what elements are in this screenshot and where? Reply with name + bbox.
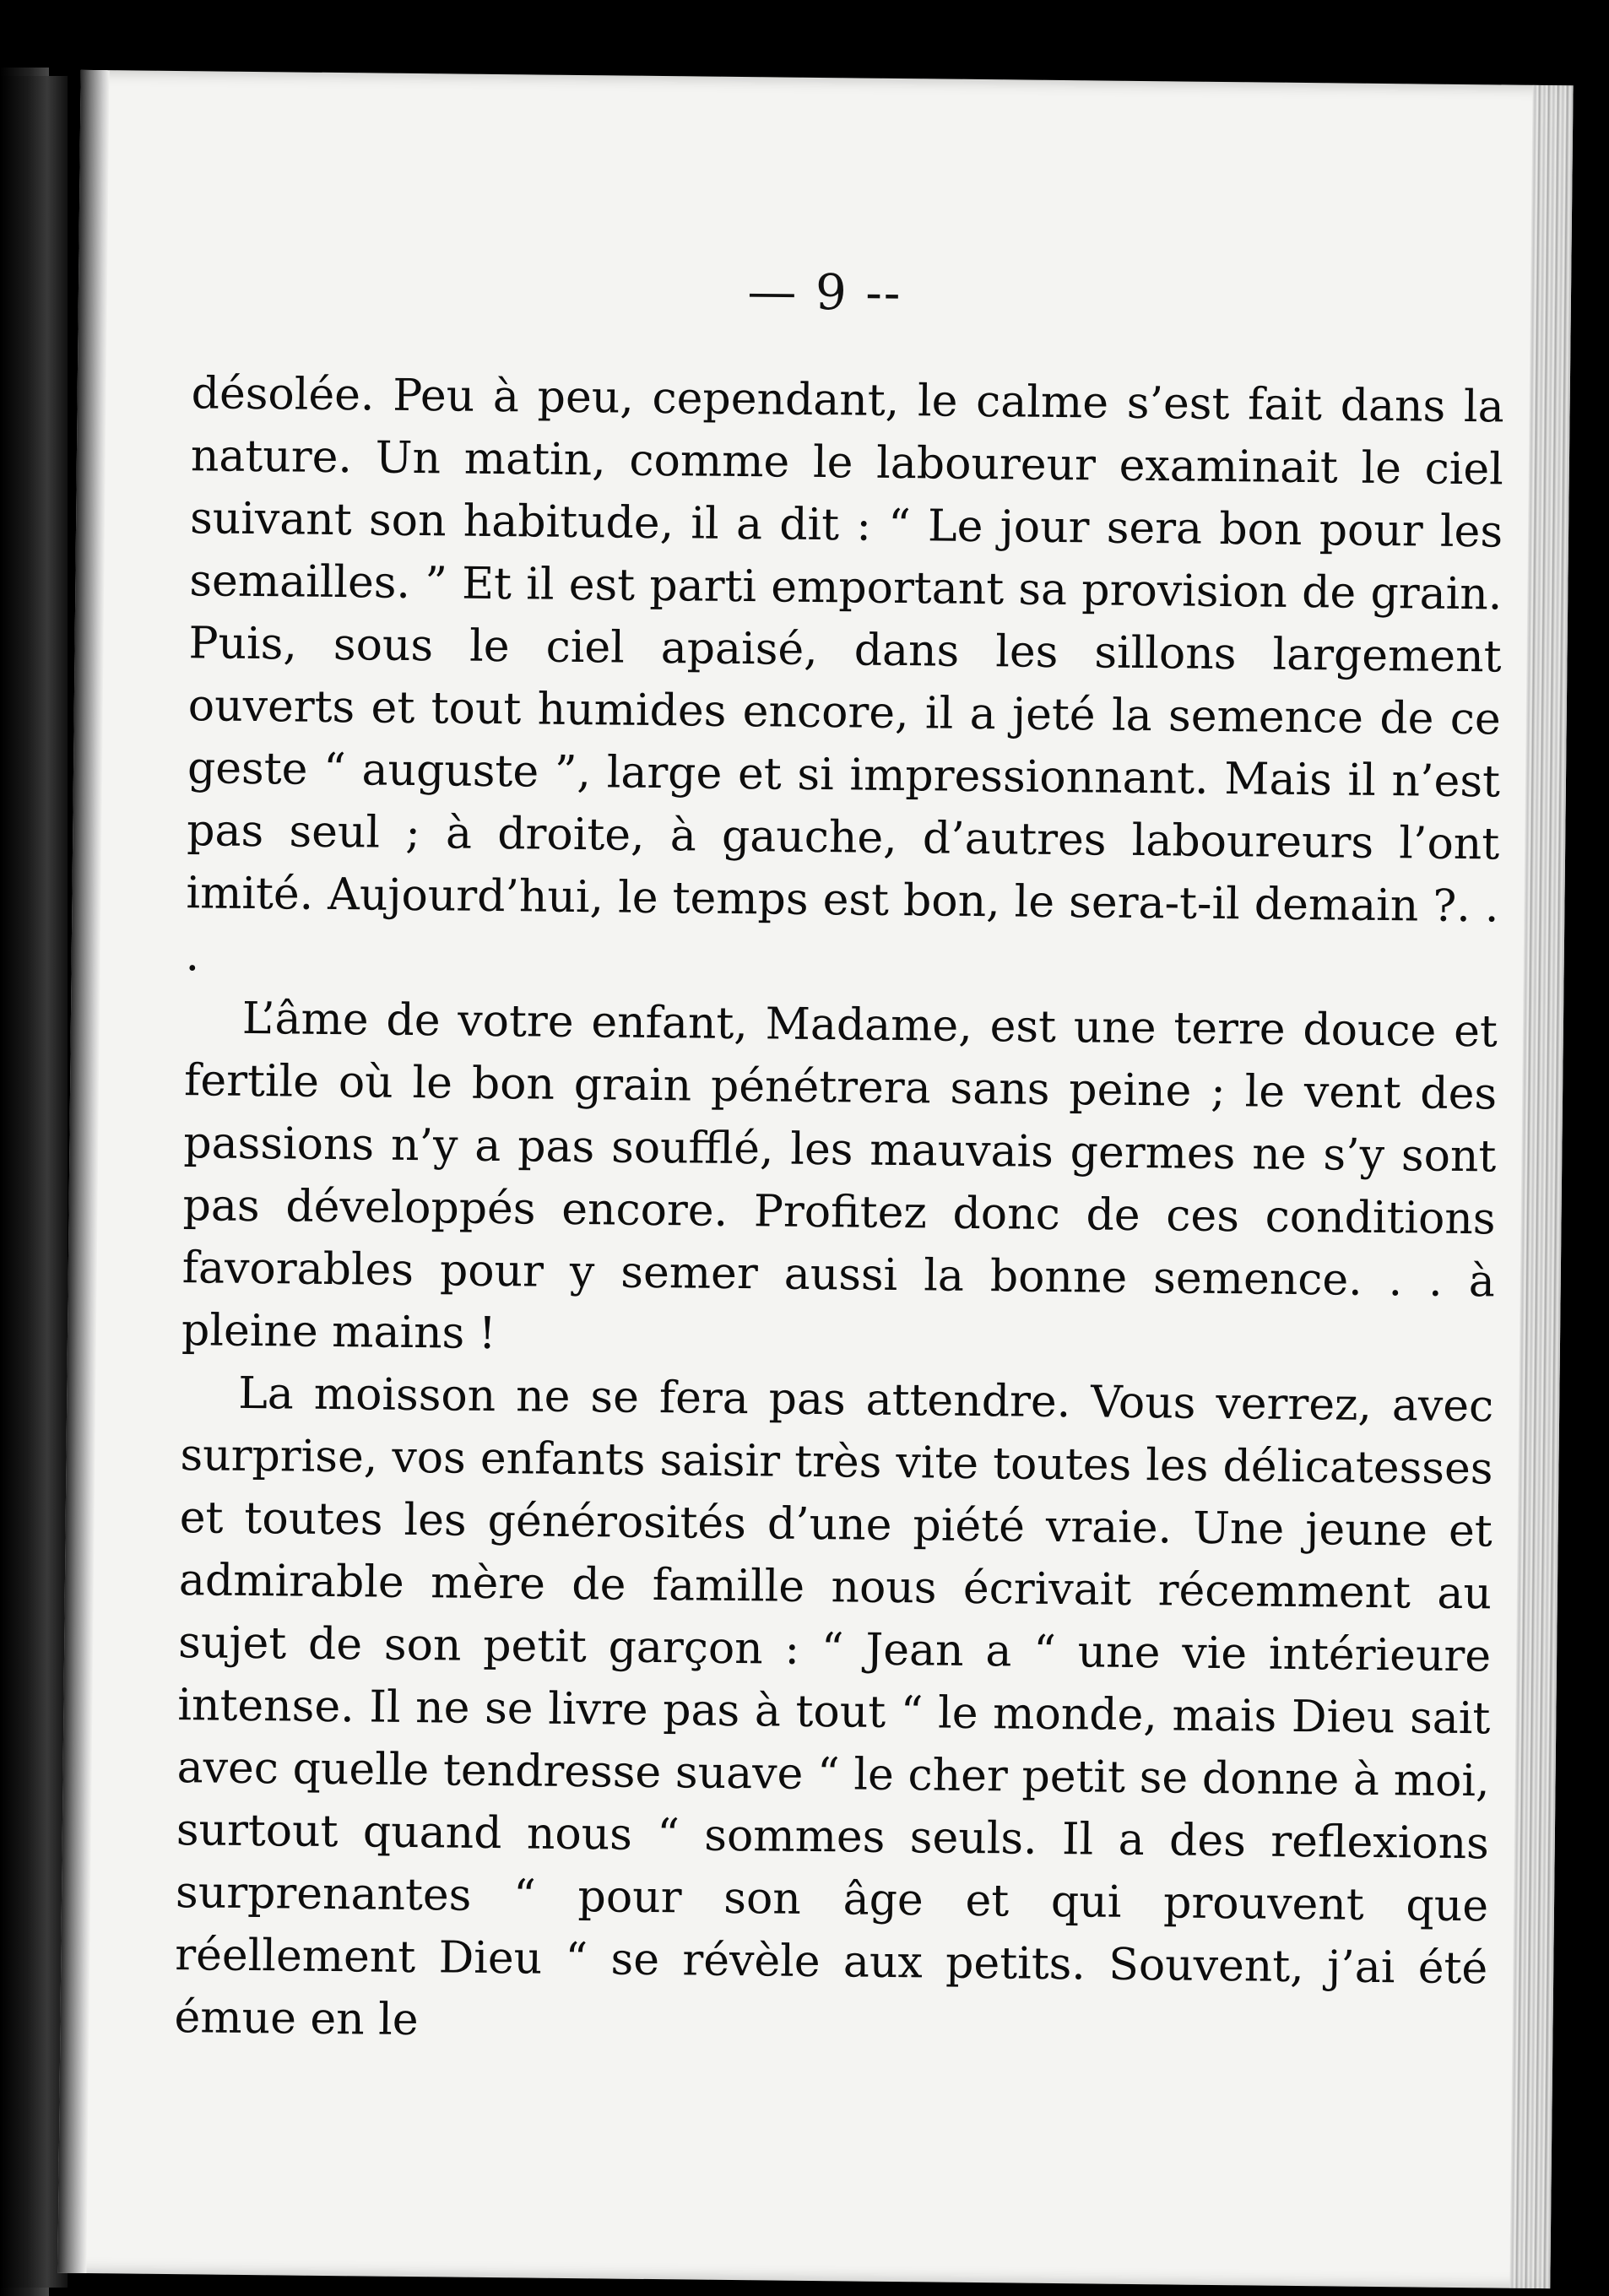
body-text: [174, 362, 1504, 2062]
paragraph-1: désolée. Peu à peu, cependant, le calme s’est fait dans la nature. Un matin, comme le laboureur examinait le ciel suivant son habitude, il a dit : “ Le jour sera bon pour les semailles. ” Et il est parti emportant sa provision de grain. Puis, sous le ciel apaisé, dans les sillons largement ouverts et tout humides encore, il a jeté la semence de ce geste “ auguste ”, large et si impressionnant. Mais il n’est pas seul ; à droite, à gauche, d’autres laboureurs l’ont imité. Aujourd’hui, le temps est bon, le sera-t-il demain ?. . .: [185, 368, 1504, 982]
book-gutter: [0, 76, 68, 2288]
paragraph-2: L’âme de votre enfant, Madame, est une terre douce et fertile où le bon grain pénétrera sans peine ; le vent des passions n’y a pas soufflé, les mauvais germes ne s’y sont pas développés encore. Profitez donc de ces conditions favorables pour y semer aussi la bonne semence. . . à pleine mains !: [181, 993, 1498, 1360]
book-page: [57, 70, 1573, 2288]
page-number: — 9 --: [747, 263, 902, 322]
paragraph-3: La moisson ne se fera pas attendre. Vous verrez, avec surprise, vos enfants saisir très vite toutes les délicatesses et toutes les générosités d’une piété vraie. Une jeune et admirable mère de famille nous écrivait récemment au sujet de son petit garçon : “ Jean a “ une vie intérieure intense. Il ne se livre pas à tout “ le monde, mais Dieu sait avec quelle tendresse suave “ le cher petit se donne à moi, surtout quand nous “ sommes seuls. Il a des reflexions surprenantes “ pour son âge et qui prouvent que réellement Dieu “ se révèle aux petits. Souvent, j’ai été émue en le: [174, 1367, 1494, 2046]
page-stack-edge: [1509, 85, 1573, 2288]
